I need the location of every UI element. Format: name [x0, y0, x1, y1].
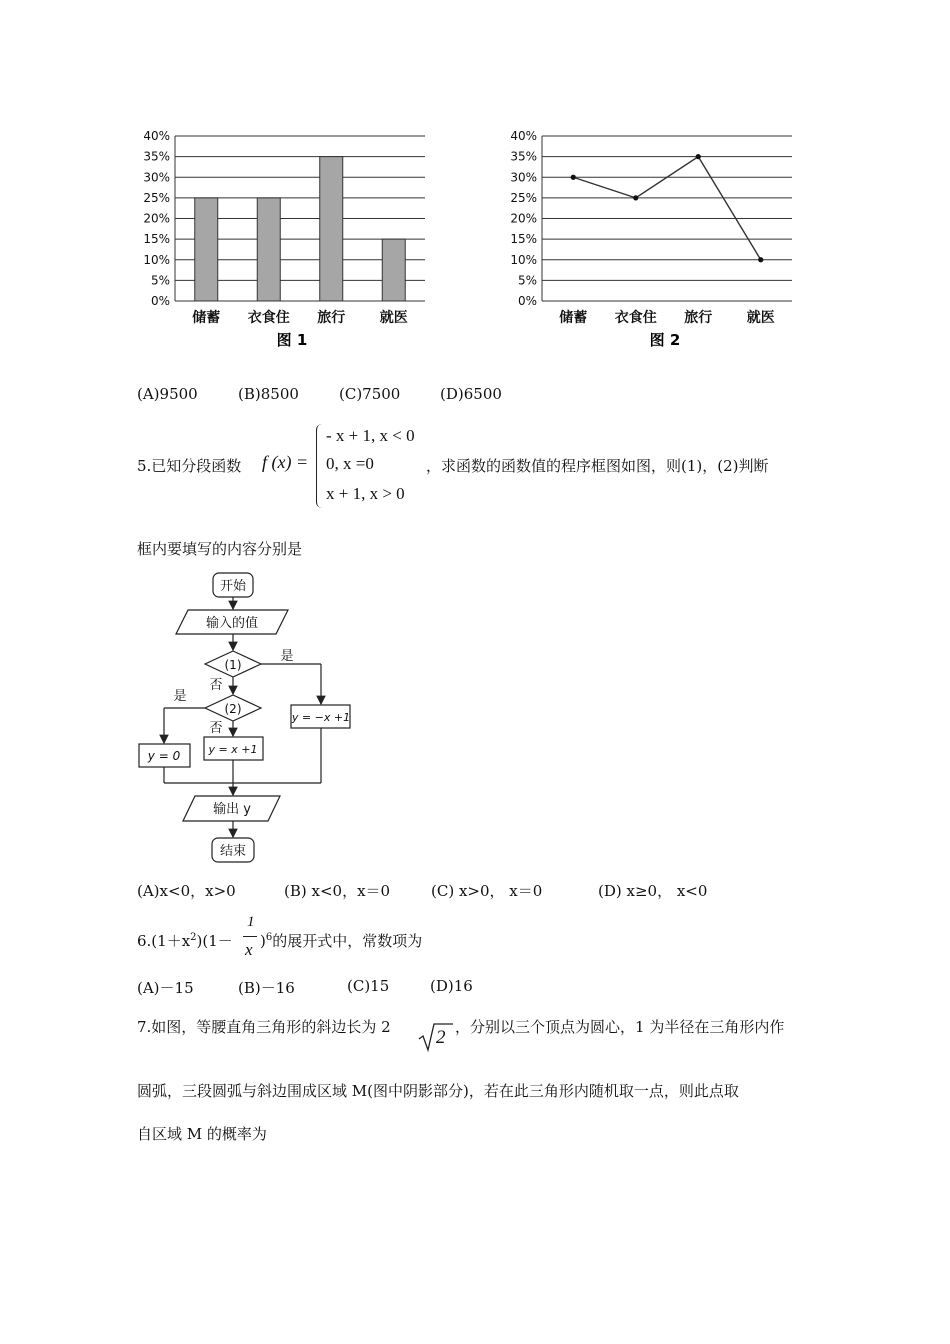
- bar-ytick-label: 20%: [143, 211, 170, 226]
- q6-prefix: 6.(1＋x: [137, 932, 191, 950]
- flow-decision-1: (1): [224, 658, 242, 672]
- bar-ytick-label: 5%: [150, 273, 170, 288]
- line-ytick-label: 5%: [517, 273, 537, 288]
- bar-ytick-label: 40%: [143, 129, 170, 143]
- line-chart-title: 图 2: [649, 331, 681, 349]
- flow-decision-2: (2): [224, 702, 242, 716]
- bar-ytick-label: 15%: [143, 232, 170, 247]
- flow-output: 输出 y: [213, 802, 251, 817]
- q5-prefix: 5.已知分段函数: [137, 457, 242, 475]
- q5-option-c: (C) x>0， x＝0: [431, 882, 543, 900]
- bar-ytick-label: 0%: [150, 294, 170, 308]
- q5-function-name: f (x) =: [262, 452, 309, 472]
- line-chart: [500, 125, 810, 355]
- line-ytick-label: 0%: [517, 294, 537, 308]
- bar-ytick-label: 30%: [143, 170, 170, 185]
- bar-bar: [320, 157, 343, 301]
- q4-option-b: (B)8500: [238, 385, 299, 403]
- q6-sup-2: 2: [190, 932, 197, 943]
- flow-box-mid: y = x +1: [208, 743, 258, 756]
- q6-tail: [260, 930, 422, 951]
- q6-fraction-numerator: 1: [247, 914, 255, 930]
- flow-box-right: y = −x +1: [291, 711, 351, 724]
- q6-option-b: (B)－16: [238, 979, 295, 997]
- flow-yes-2: 是: [173, 689, 187, 704]
- line-category-label: 就医: [746, 310, 775, 326]
- q6-option-a: (A)－15: [137, 979, 194, 997]
- q6-option-c: (C)15: [347, 977, 390, 995]
- bar-bar: [382, 239, 405, 301]
- q5-option-d: (D) x≥0， x<0: [598, 882, 708, 900]
- bar-ytick-label: 25%: [143, 190, 170, 205]
- flow-end: 结束: [219, 844, 247, 859]
- q4-option-c: (C)7500: [339, 385, 401, 403]
- bar-ytick-label: 10%: [143, 252, 170, 267]
- line-ytick-label: 20%: [510, 211, 537, 226]
- flow-box-left: y = 0: [147, 749, 181, 763]
- q7-line1a: 7.如图，等腰直角三角形的斜边长为 2: [137, 1018, 391, 1036]
- q7-line1b: ，分别以三个顶点为圆心，1 为半径在三角形内作: [455, 1018, 785, 1036]
- q5-suffix: ，求函数的函数值的程序框图如图，则(1)，(2)判断: [426, 457, 769, 475]
- line-ytick-label: 25%: [510, 190, 537, 205]
- bar-category-label: 储蓄: [192, 310, 221, 326]
- q6-sup-6: 6: [265, 932, 273, 943]
- q4-option-a: (A)9500: [137, 385, 198, 403]
- line-category-label: 旅行: [684, 310, 713, 326]
- q6-close: ): [260, 932, 266, 950]
- line-point: [696, 154, 701, 159]
- line-point: [571, 175, 576, 180]
- q4-option-d: (D)6500: [440, 385, 502, 403]
- line-series-line: [573, 157, 761, 260]
- q5-line2: 框内要填写的内容分别是: [137, 540, 303, 558]
- q7-sqrt-value: 2: [436, 1027, 446, 1048]
- line-point: [758, 257, 763, 262]
- q6-mid: )(1－: [196, 932, 233, 950]
- q5-piecewise-brace: [316, 424, 323, 508]
- bar-bar: [195, 198, 218, 301]
- bar-chart: [130, 125, 440, 355]
- q6-fraction-bar: [243, 936, 257, 937]
- q6-suffix: 的展开式中，常数项为: [272, 932, 423, 950]
- line-ytick-label: 10%: [510, 252, 537, 267]
- q6-stem: [137, 930, 233, 951]
- q6-fraction-denominator: x: [245, 940, 253, 959]
- q5-piece-2: 0, x =0: [326, 454, 374, 473]
- line-category-label: 储蓄: [559, 310, 588, 326]
- line-ytick-label: 15%: [510, 232, 537, 247]
- q5-option-b: (B) x<0，x＝0: [284, 882, 391, 900]
- line-ytick-label: 40%: [510, 129, 537, 143]
- line-category-label: 衣食住: [614, 310, 657, 326]
- q5-piece-3: x + 1, x > 0: [326, 484, 405, 503]
- bar-category-label: 衣食住: [247, 310, 290, 326]
- flow-no-2: 否: [209, 721, 223, 736]
- bar-chart-title: 图 1: [276, 331, 308, 349]
- bar-category-label: 旅行: [317, 310, 346, 326]
- line-point: [633, 195, 638, 200]
- flow-no-1: 否: [209, 678, 223, 693]
- line-ytick-label: 30%: [510, 170, 537, 185]
- q5-piece-1: - x + 1, x < 0: [326, 426, 415, 445]
- bar-category-label: 就医: [379, 310, 408, 326]
- q7-line3: 自区域 M 的概率为: [137, 1125, 267, 1143]
- flow-yes-1: 是: [280, 649, 294, 664]
- flowchart: [130, 565, 370, 870]
- bar-ytick-label: 35%: [143, 149, 170, 164]
- q7-sqrt-sign: [417, 1022, 453, 1052]
- q7-line2: 圆弧，三段圆弧与斜边围成区域 M(图中阴影部分)，若在此三角形内随机取一点，则此点取: [137, 1082, 739, 1100]
- q6-option-d: (D)16: [430, 977, 473, 995]
- bar-bar: [257, 198, 280, 301]
- q5-option-a: (A)x<0，x>0: [137, 882, 236, 900]
- line-ytick-label: 35%: [510, 149, 537, 164]
- flow-start: 开始: [219, 579, 247, 594]
- flow-input: 输入的值: [205, 616, 259, 631]
